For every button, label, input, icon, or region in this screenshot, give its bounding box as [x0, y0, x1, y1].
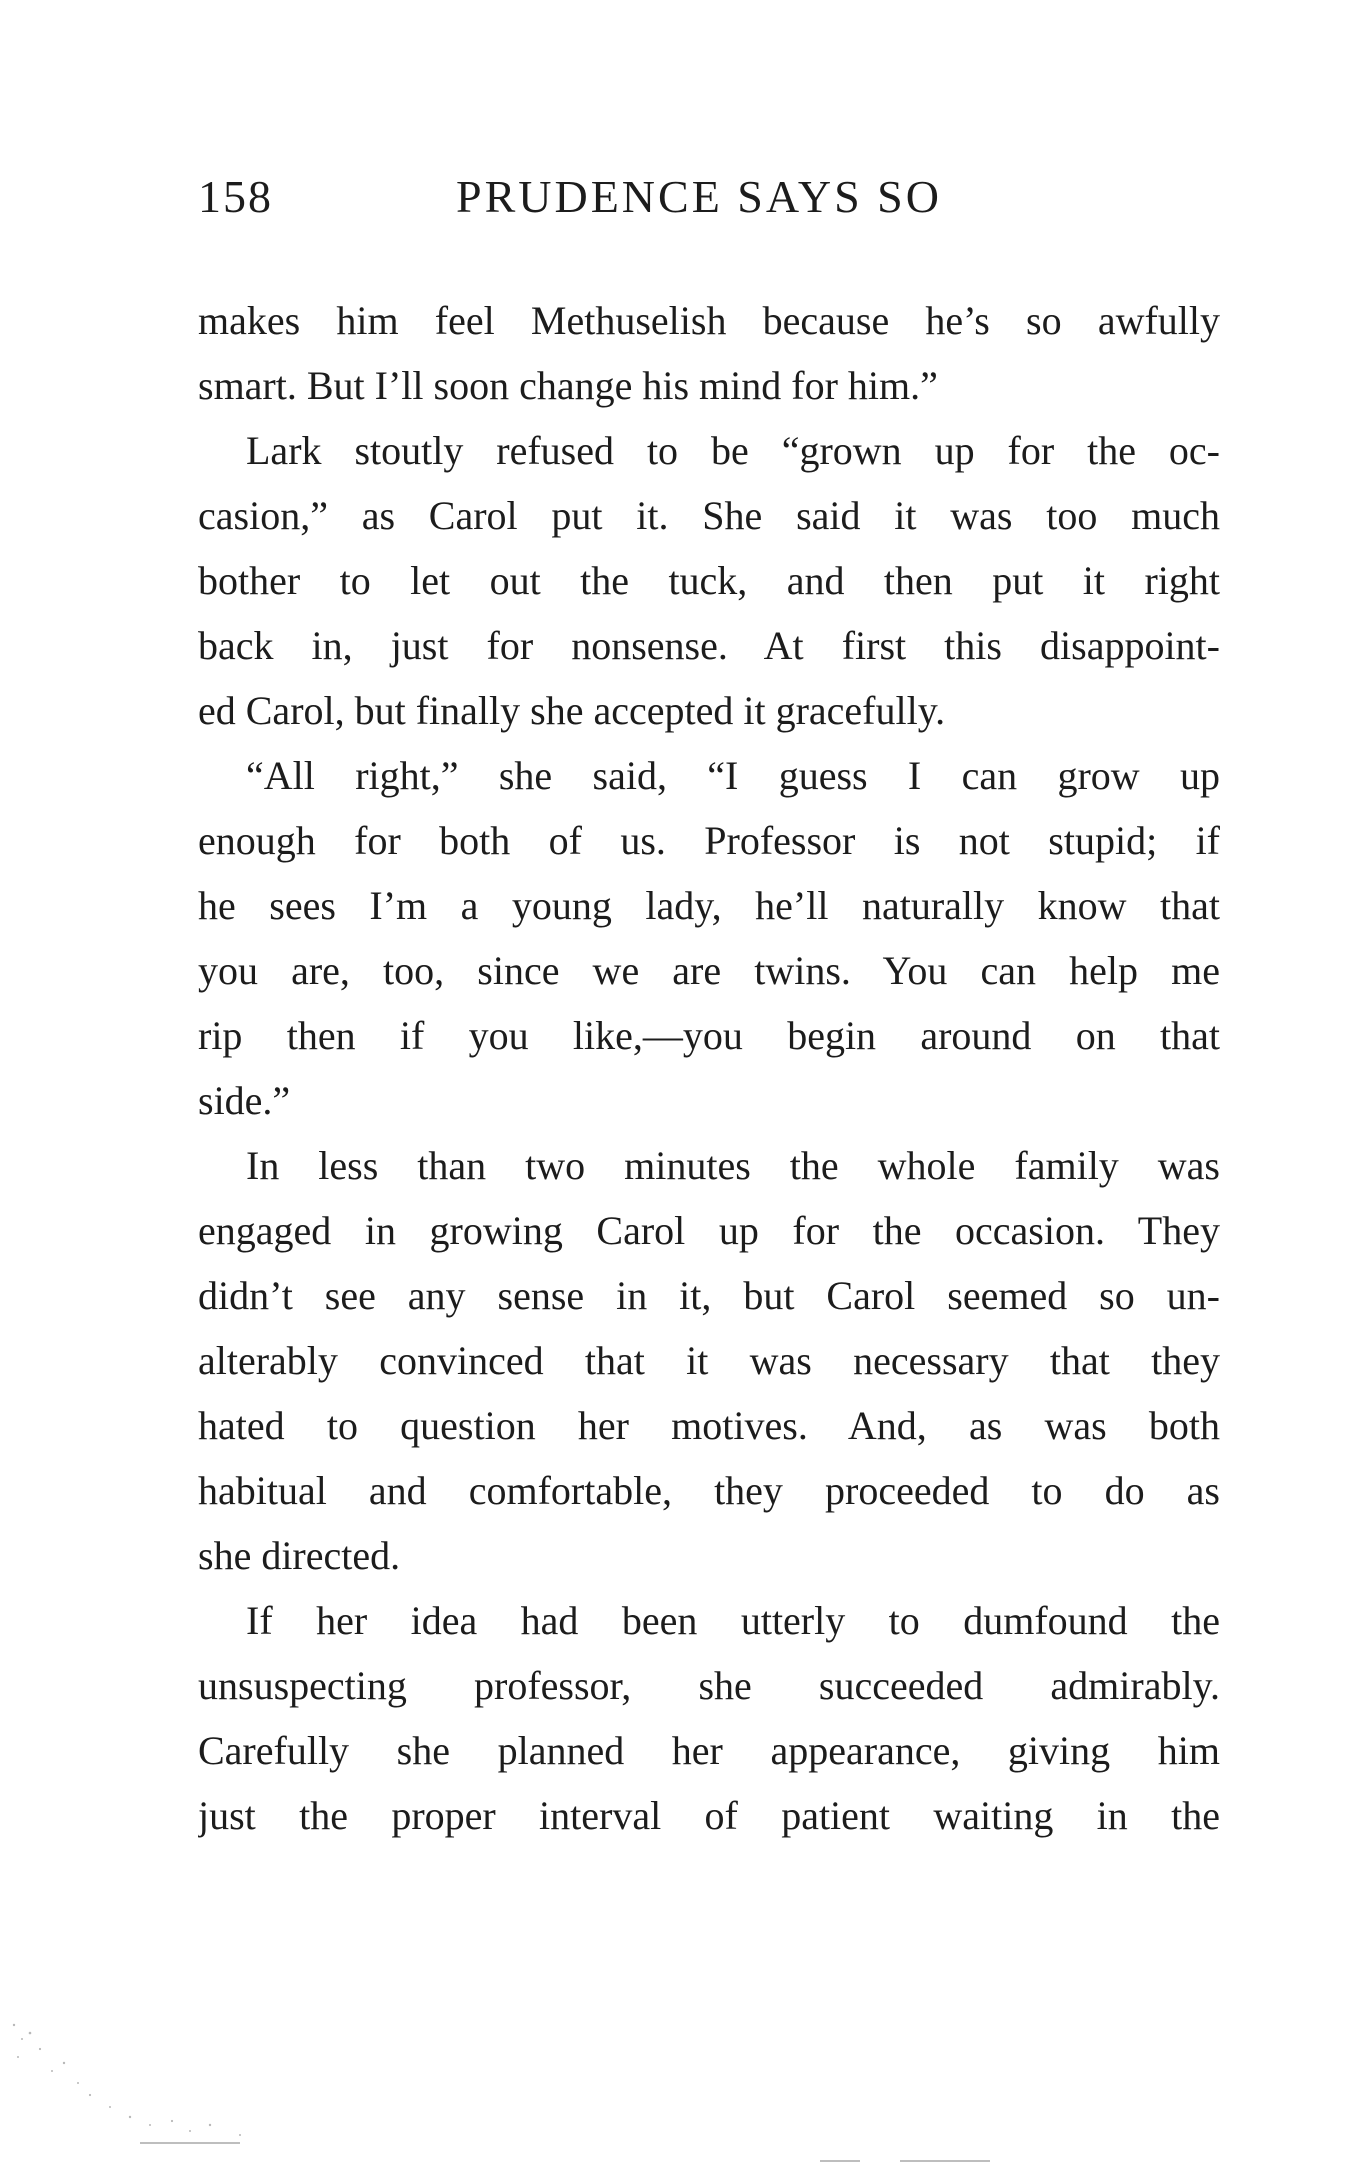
text-line: ed Carol, but finally she accepted it gracefully.: [198, 688, 946, 733]
text-line: Lark stoutly refused to be “grown up for the oc-: [246, 428, 1220, 473]
text-line: back in, just for nonsense. At first this disappoint-: [198, 623, 1220, 668]
text-line: If her idea had been utterly to dumfound the: [246, 1598, 1220, 1643]
body-text: [198, 288, 1220, 1848]
text-line: didn’t see any sense in it, but Carol seemed so un-: [198, 1273, 1220, 1318]
text-line: alterably convinced that it was necessary that they: [198, 1338, 1220, 1383]
text-line: bother to let out the tuck, and then put it right: [198, 558, 1220, 603]
text-line: she directed.: [198, 1533, 401, 1578]
text-line: unsuspecting professor, she succeeded admirably.: [198, 1663, 1220, 1708]
text-line: engaged in growing Carol up for the occasion. They: [198, 1208, 1220, 1253]
text-line: just the proper interval of patient waiting in the: [198, 1793, 1220, 1838]
scan-specks: [0, 1975, 1358, 2175]
text-line: enough for both of us. Professor is not stupid; if: [198, 818, 1220, 863]
text-line: hated to question her motives. And, as was both: [198, 1403, 1220, 1448]
text-line: casion,” as Carol put it. She said it was too much: [198, 493, 1220, 538]
text-line: rip then if you like,—you begin around on that: [198, 1013, 1220, 1058]
page-number: 158: [198, 171, 273, 222]
text-line: he sees I’m a young lady, he’ll naturally know that: [198, 883, 1220, 928]
text-line: makes him feel Methuselish because he’s so awfully: [198, 298, 1220, 343]
text-line: you are, too, since we are twins. You can help me: [198, 948, 1220, 993]
text-line: “All right,” she said, “I guess I can grow up: [246, 753, 1220, 798]
text-line: Carefully she planned her appearance, giving him: [198, 1728, 1220, 1773]
running-title: PRUDENCE SAYS SO: [456, 171, 942, 222]
text-line: side.”: [198, 1078, 291, 1123]
text-line: habitual and comfortable, they proceeded to do as: [198, 1468, 1220, 1513]
running-head: [198, 170, 1218, 230]
text-line: smart. But I’ll soon change his mind for him.”: [198, 363, 938, 408]
text-line: In less than two minutes the whole family was: [246, 1143, 1220, 1188]
